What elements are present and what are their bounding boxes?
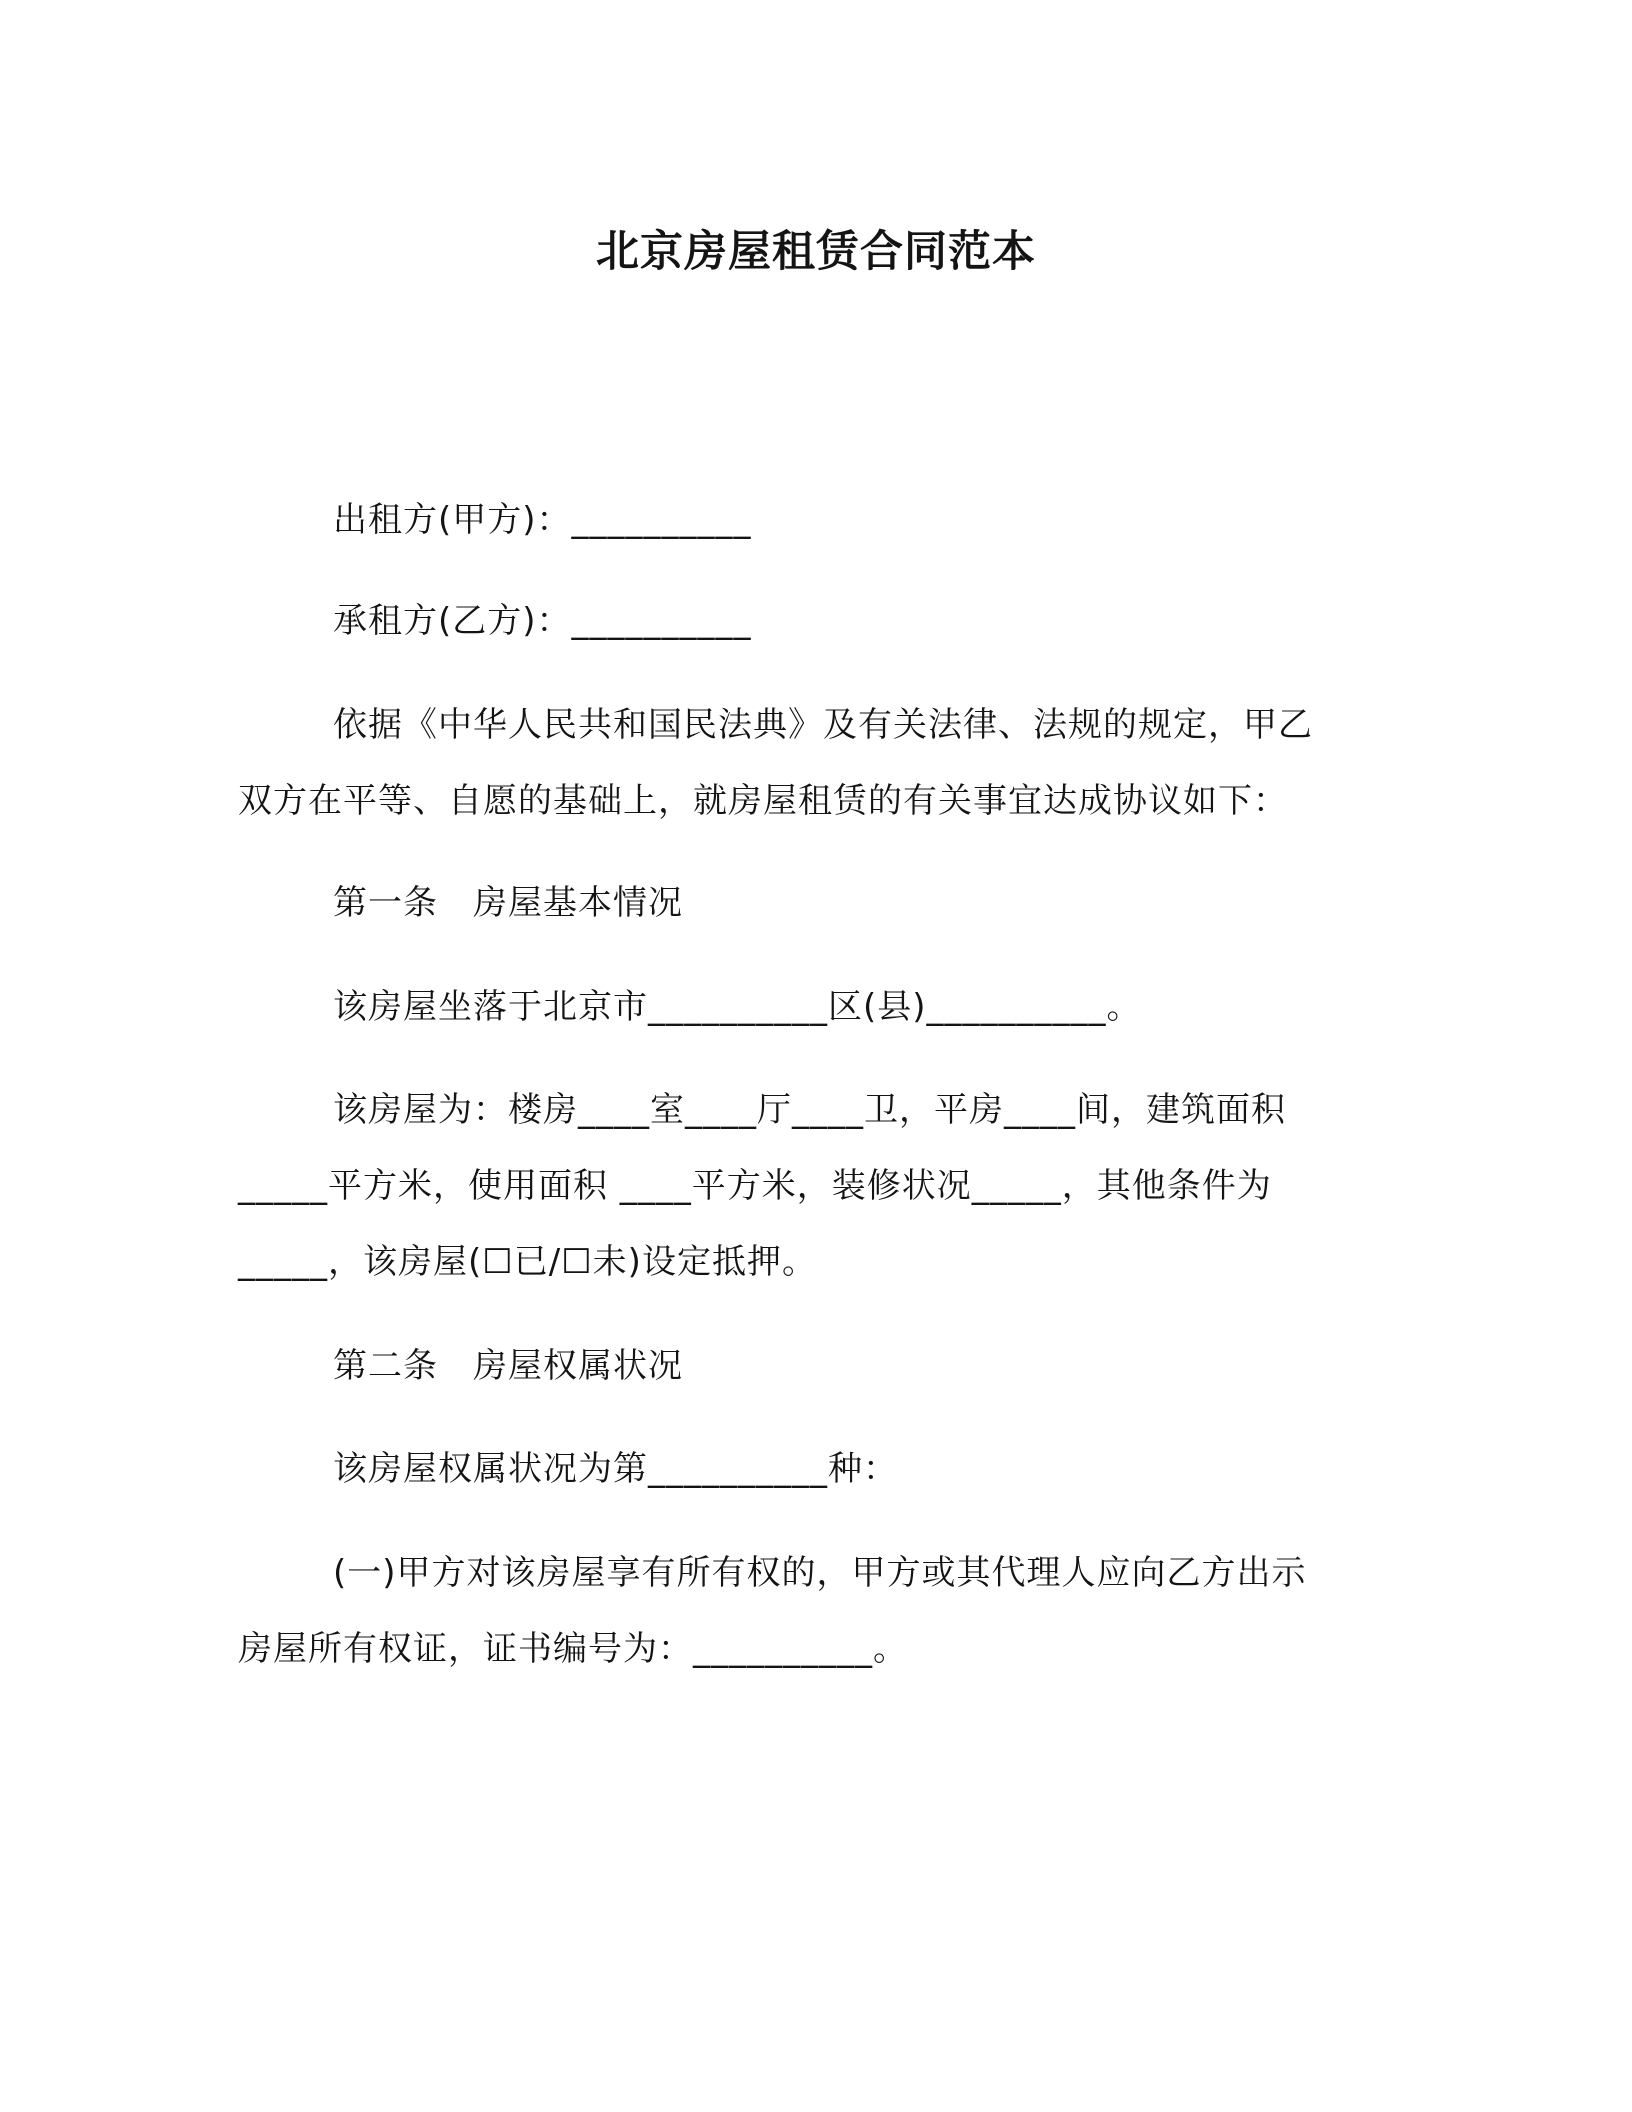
lessor-line: 出租方(甲方)：__________ [333, 500, 752, 540]
basis-paragraph-line-1: 依据《中华人民共和国民法典》及有关法律、法规的规定，甲乙 [333, 705, 1313, 745]
description-line-2: _____平方米，使用面积 ____平方米，装修状况_____，其他条件为 [238, 1166, 1272, 1206]
ownership-clause-1-line-1: (一)甲方对该房屋享有所有权的，甲方或其代理人应向乙方出示 [333, 1553, 1307, 1593]
lessee-line: 承租方(乙方)：__________ [333, 601, 752, 641]
article-2-heading: 第二条 房屋权属状况 [333, 1346, 683, 1386]
basis-paragraph-line-2: 双方在平等、自愿的基础上，就房屋租赁的有关事宜达成协议如下： [238, 781, 1288, 821]
description-line-3: _____，该房屋(☐已/☐未)设定抵押。 [238, 1242, 817, 1282]
article-1-heading: 第一条 房屋基本情况 [333, 883, 683, 923]
description-line-1: 该房屋为：楼房____室____厅____卫，平房____间，建筑面积 [333, 1090, 1286, 1130]
location-line: 该房屋坐落于北京市__________区(县)__________。 [333, 987, 1142, 1027]
ownership-clause-1-line-2: 房屋所有权证，证书编号为：__________。 [238, 1629, 908, 1669]
ownership-type-line: 该房屋权属状况为第__________种： [333, 1449, 898, 1489]
document-title: 北京房屋租赁合同范本 [596, 227, 1036, 277]
